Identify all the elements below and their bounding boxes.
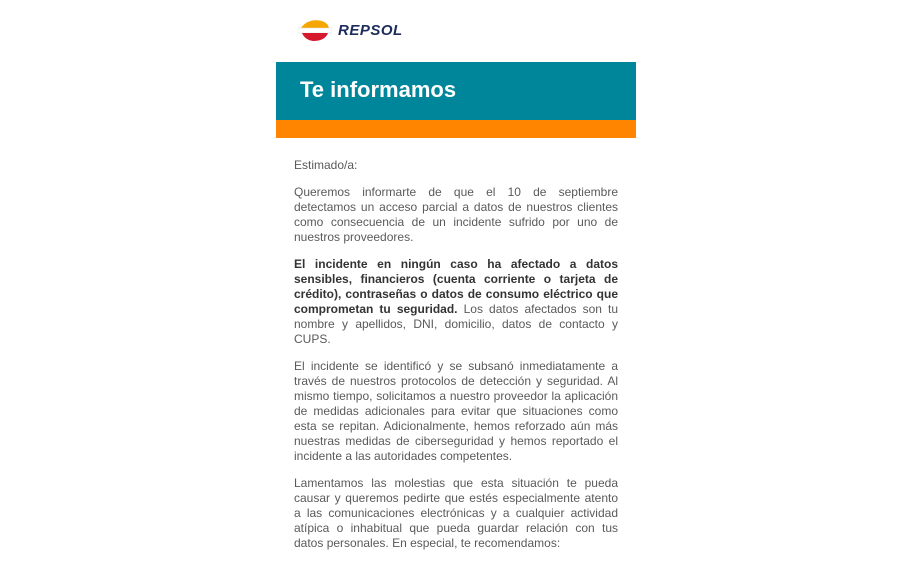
repsol-logo-icon bbox=[298, 18, 332, 42]
page-title: Te informamos bbox=[300, 77, 457, 102]
header-banner bbox=[276, 62, 636, 120]
paragraph-1: Queremos informarte de que el 10 de septiembre detectamos un acceso parcial a datos de nuestros clientes como consecuencia de un incidente sufrido por uno de nuestros proveedores. bbox=[294, 185, 618, 244]
greeting: Estimado/a: bbox=[294, 158, 358, 172]
paragraph-4: Lamentamos las molestias que esta situación te pueda causar y queremos pedirte que estés especialmente atento a las comunicaciones electrónicas y a cualquier actividad atípica o inhabitual que pueda guardar relación con tus datos personales. En especial, te recomendamos: bbox=[294, 476, 618, 550]
orange-divider bbox=[276, 120, 636, 138]
paragraph-2 bbox=[294, 257, 618, 347]
paragraph-2-rest: Los datos afectados son tu nombre y apellidos, DNI, domicilio, datos de contacto y CUPS. bbox=[294, 302, 618, 346]
paragraph-3: El incidente se identificó y se subsanó inmediatamente a través de nuestros protocolos de detección y seguridad. Al mismo tiempo, solicitamos a nuestro proveedor la aplicación de medidas adicionales para evitar que situaciones como esta se repitan. Adicionalmente, hemos reforzado aún más nuestras medidas de ciberseguridad y hemos reportado el incidente a las autoridades competentes. bbox=[294, 359, 618, 463]
paragraph-2-bold: El incidente en ningún caso ha afectado a datos sensibles, financieros (cuenta corriente o tarjeta de crédito), contraseñas o datos de consumo eléctrico que comprometan tu seguridad. bbox=[294, 257, 618, 316]
email-body bbox=[294, 158, 618, 563]
brand-name: REPSOL bbox=[338, 21, 403, 39]
repsol-logo[interactable] bbox=[298, 18, 403, 42]
